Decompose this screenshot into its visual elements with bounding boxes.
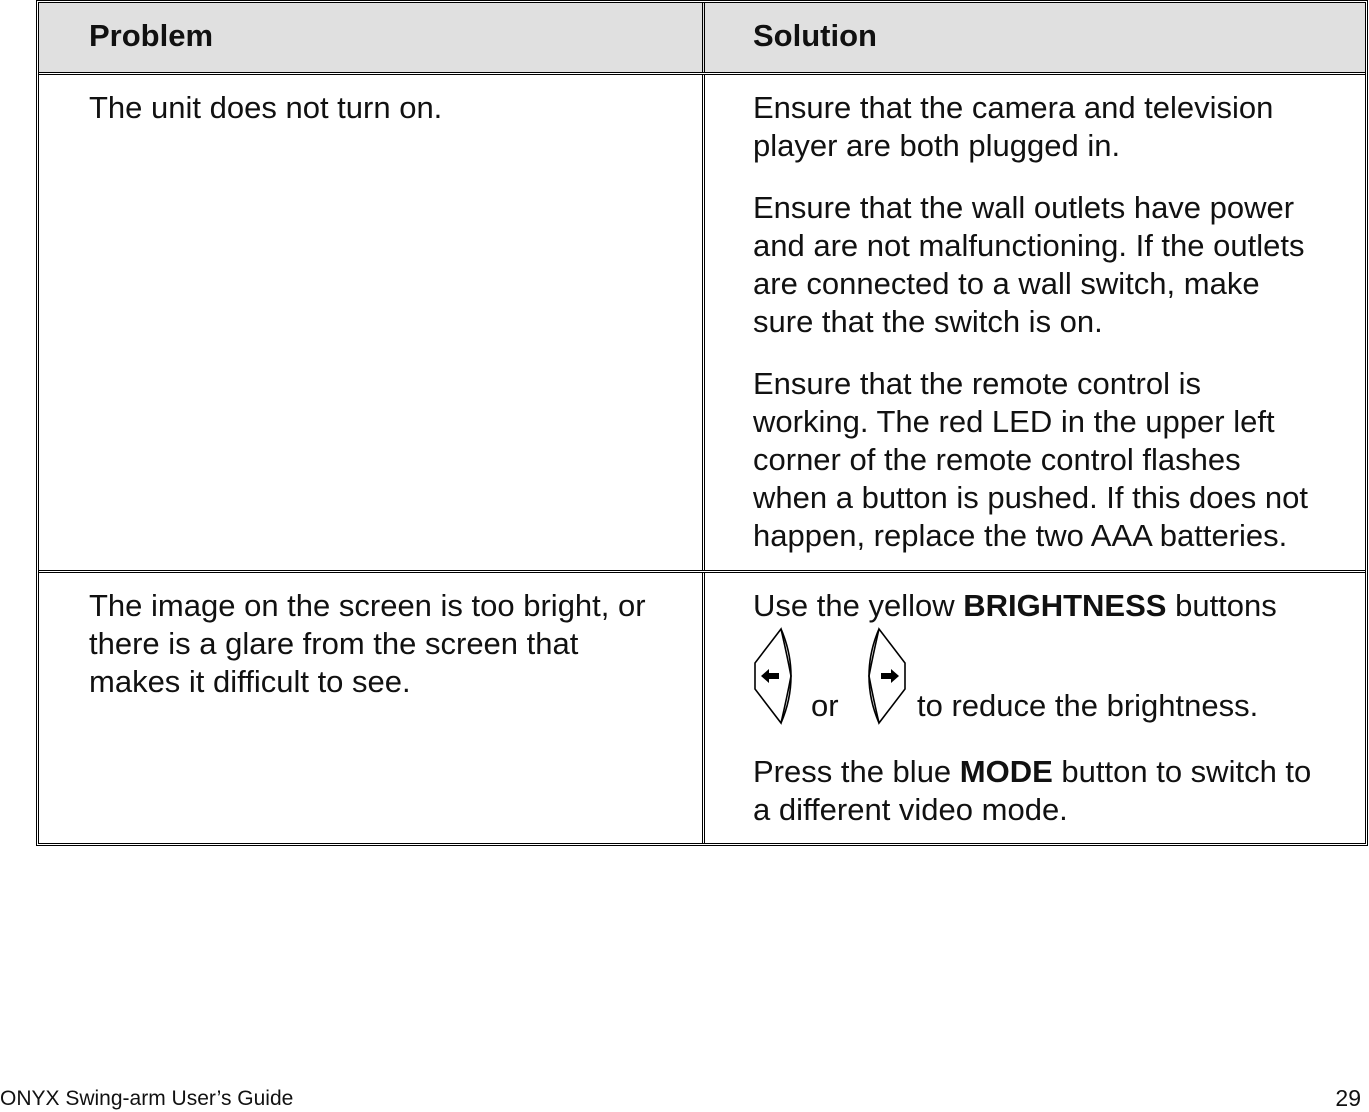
solution-line: Ensure that the remote control is	[753, 366, 1202, 401]
brightness-left-arrow-button-icon	[751, 627, 799, 725]
solution-line: player are both plugged in.	[753, 128, 1121, 163]
guide-title: ONYX Swing-arm User’s Guide	[0, 1087, 294, 1110]
solution-cell	[705, 573, 1365, 843]
page-number: 29	[1335, 1085, 1361, 1111]
brightness-keyword: BRIGHTNESS	[963, 588, 1167, 623]
brightness-instruction	[753, 587, 1353, 625]
mode-instruction-line2: a different video mode.	[753, 792, 1068, 827]
brightness-right-arrow-button-icon	[861, 627, 909, 725]
instruction-prefix: Press the blue	[753, 754, 960, 789]
troubleshooting-table	[36, 0, 1368, 846]
problem-cell	[39, 573, 705, 843]
solution-paragraph	[753, 89, 1353, 165]
solution-paragraph	[753, 189, 1353, 341]
problem-line: there is a glare from the screen that	[89, 626, 579, 661]
solution-line: Ensure that the camera and television	[753, 90, 1274, 125]
mode-instruction	[753, 753, 1353, 791]
header-solution: Solution	[753, 18, 877, 53]
solution-line: working. The red LED in the upper left	[753, 404, 1275, 439]
brightness-buttons-line	[753, 627, 1353, 727]
reduce-brightness-text: to reduce the brightness.	[917, 688, 1259, 723]
solution-line: happen, replace the two AAA batteries.	[753, 518, 1288, 553]
solution-cell	[705, 75, 1365, 570]
solution-line: corner of the remote control flashes	[753, 442, 1241, 477]
solution-line: Ensure that the wall outlets have power	[753, 190, 1295, 225]
solution-line: sure that the switch is on.	[753, 304, 1103, 339]
instruction-suffix: buttons	[1166, 588, 1277, 623]
table-header-row	[39, 3, 1365, 72]
or-text: or	[811, 688, 839, 723]
solution-line: are connected to a wall switch, make	[753, 266, 1260, 301]
problem-line: The image on the screen is too bright, or	[89, 588, 646, 623]
table-row	[39, 570, 1365, 843]
problem-cell	[39, 75, 705, 570]
table-row	[39, 72, 1365, 570]
header-problem: Problem	[39, 3, 705, 72]
solution-line: when a button is pushed. If this does not	[753, 480, 1308, 515]
solution-paragraph	[753, 365, 1353, 555]
solution-line: and are not malfunctioning. If the outlets	[753, 228, 1305, 263]
problem-line: makes it difficult to see.	[89, 664, 411, 699]
instruction-suffix: button to switch to	[1052, 754, 1312, 789]
problem-text: The unit does not turn on.	[89, 90, 443, 125]
mode-keyword: MODE	[959, 754, 1053, 789]
instruction-prefix: Use the yellow	[753, 588, 964, 623]
